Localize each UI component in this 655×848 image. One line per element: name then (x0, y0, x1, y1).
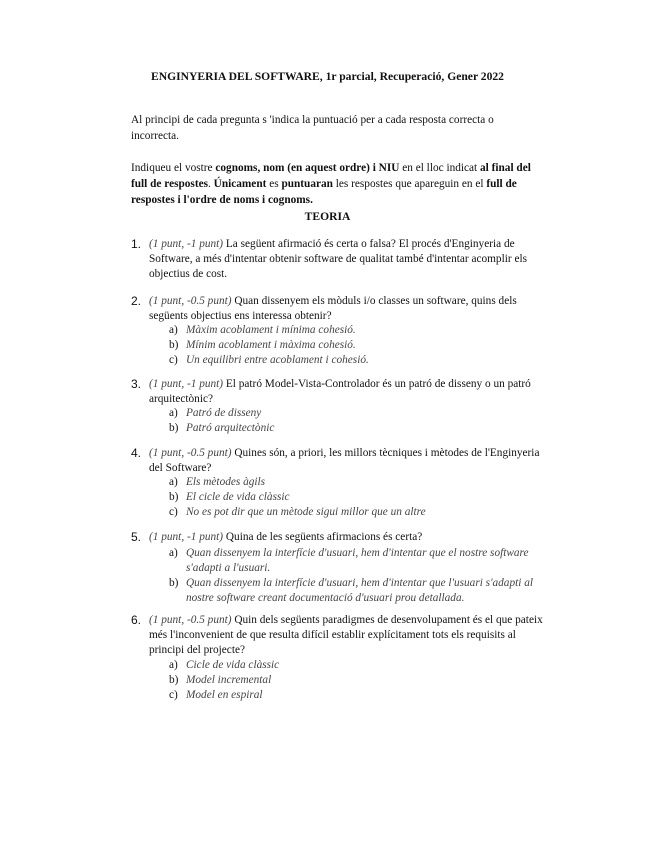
question-points: (1 punt, -1 punt) (149, 378, 224, 390)
answer-option (169, 475, 543, 490)
option-text: No es pot dir que un mètode sigui millor que un altre (186, 506, 426, 518)
question-statement: Quines són, a priori, les millors tècniques i mètodes de l'Enginyeria del Software? (149, 447, 540, 474)
option-label: a) (169, 324, 178, 336)
intro-paragraph-identification: Indiqueu el vostre cognoms, nom (en aquest ordre) i NIU en el lloc indicat al final del full de respostes. Únicament es puntuaran les respostes que apareguin en el full de respostes i l'ordre de noms i cognoms. (131, 162, 531, 206)
question-statement: Quin dels següents paradigmes de desenvolupament és el que pateix més l'inconvenient de que resulta difícil establir explícitament tots els requisits al principi del projecte? (149, 614, 543, 656)
question-points: (1 punt, -1 punt) (149, 531, 224, 543)
answer-option (169, 546, 543, 576)
question-3 (131, 377, 543, 436)
option-text: Patró de disseny (186, 407, 262, 419)
option-label: b) (169, 491, 179, 503)
answer-option (169, 505, 543, 520)
option-text: Els mètodes àgils (186, 476, 266, 488)
question-text (149, 377, 543, 407)
option-label: a) (169, 659, 178, 671)
question-points: (1 punt, -0.5 punt) (149, 614, 232, 626)
intro-paragraph-scoring: Al principi de cada pregunta s 'indica la puntuació per a cada resposta correcta o incorrecta. (131, 114, 494, 142)
question-statement: La següent afirmació és certa o falsa? El procés d'Enginyeria de Software, a més d'intentar obtenir software de qualitat també d'intentar acomplir els objectius de cost. (149, 238, 527, 280)
question-text (149, 613, 543, 658)
answer-option (169, 576, 543, 606)
option-text: Quan dissenyem la interfície d'usuari, hem d'intentar que el nostre software s'adapti a l'usuari. (186, 547, 529, 574)
question-number: 5. (131, 530, 142, 544)
answer-option (169, 658, 543, 673)
question-5 (131, 530, 543, 606)
option-text: Model en espiral (186, 689, 263, 701)
option-label: c) (169, 689, 178, 701)
answer-option (169, 490, 543, 505)
option-text: El cicle de vida clàssic (186, 491, 290, 503)
option-label: b) (169, 422, 179, 434)
option-text: Model incremental (186, 674, 272, 686)
question-statement: Quan dissenyem els mòduls i/o classes un software, quins dels següents objectius ens interessa obtenir? (149, 295, 517, 322)
option-label: a) (169, 407, 178, 419)
question-text (149, 446, 543, 476)
option-text: Cicle de vida clàssic (186, 659, 280, 671)
option-text: Un equilibri entre acoblament i cohesió. (186, 354, 369, 366)
question-points: (1 punt, -0.5 punt) (149, 295, 232, 307)
question-text (149, 294, 543, 324)
answer-option (169, 406, 543, 421)
option-label: c) (169, 506, 178, 518)
answer-option (169, 338, 543, 353)
answer-option (169, 673, 543, 688)
question-number: 2. (131, 294, 142, 308)
question-text (149, 530, 543, 545)
answer-option (169, 421, 543, 436)
option-label: b) (169, 674, 179, 686)
answer-option (169, 688, 543, 703)
question-points: (1 punt, -1 punt) (149, 238, 224, 250)
question-2 (131, 294, 543, 368)
question-number: 6. (131, 613, 142, 627)
question-4 (131, 446, 543, 520)
question-statement: Quina de les següents afirmacions és certa? (225, 531, 423, 543)
question-text (149, 237, 543, 282)
option-label: c) (169, 354, 178, 366)
option-text: Màxim acoblament i mínima cohesió. (186, 324, 356, 336)
question-number: 4. (131, 446, 142, 460)
answer-option (169, 353, 543, 368)
option-label: b) (169, 339, 179, 351)
option-text: Patró arquitectònic (186, 422, 275, 434)
option-label: a) (169, 547, 178, 559)
option-label: b) (169, 577, 179, 589)
question-points: (1 punt, -0.5 punt) (149, 447, 232, 459)
question-6 (131, 613, 543, 703)
page-title: ENGINYERIA DEL SOFTWARE, 1r parcial, Recuperació, Gener 2022 (151, 70, 504, 83)
question-statement: El patró Model-Vista-Controlador és un patró de disseny o un patró arquitectònic? (149, 378, 531, 405)
question-1 (131, 237, 543, 282)
option-text: Quan dissenyem la interfície d'usuari, hem d'intentar que l'usuari s'adapti al nostre software creant documentació d'usuari prou detallada. (186, 577, 533, 604)
option-text: Mínim acoblament i màxima cohesió. (186, 339, 356, 351)
answer-option (169, 323, 543, 338)
section-title: TEORIA (304, 210, 351, 223)
intro-instructions (131, 112, 531, 208)
option-label: a) (169, 476, 178, 488)
question-number: 1. (131, 237, 142, 251)
question-number: 3. (131, 377, 142, 391)
